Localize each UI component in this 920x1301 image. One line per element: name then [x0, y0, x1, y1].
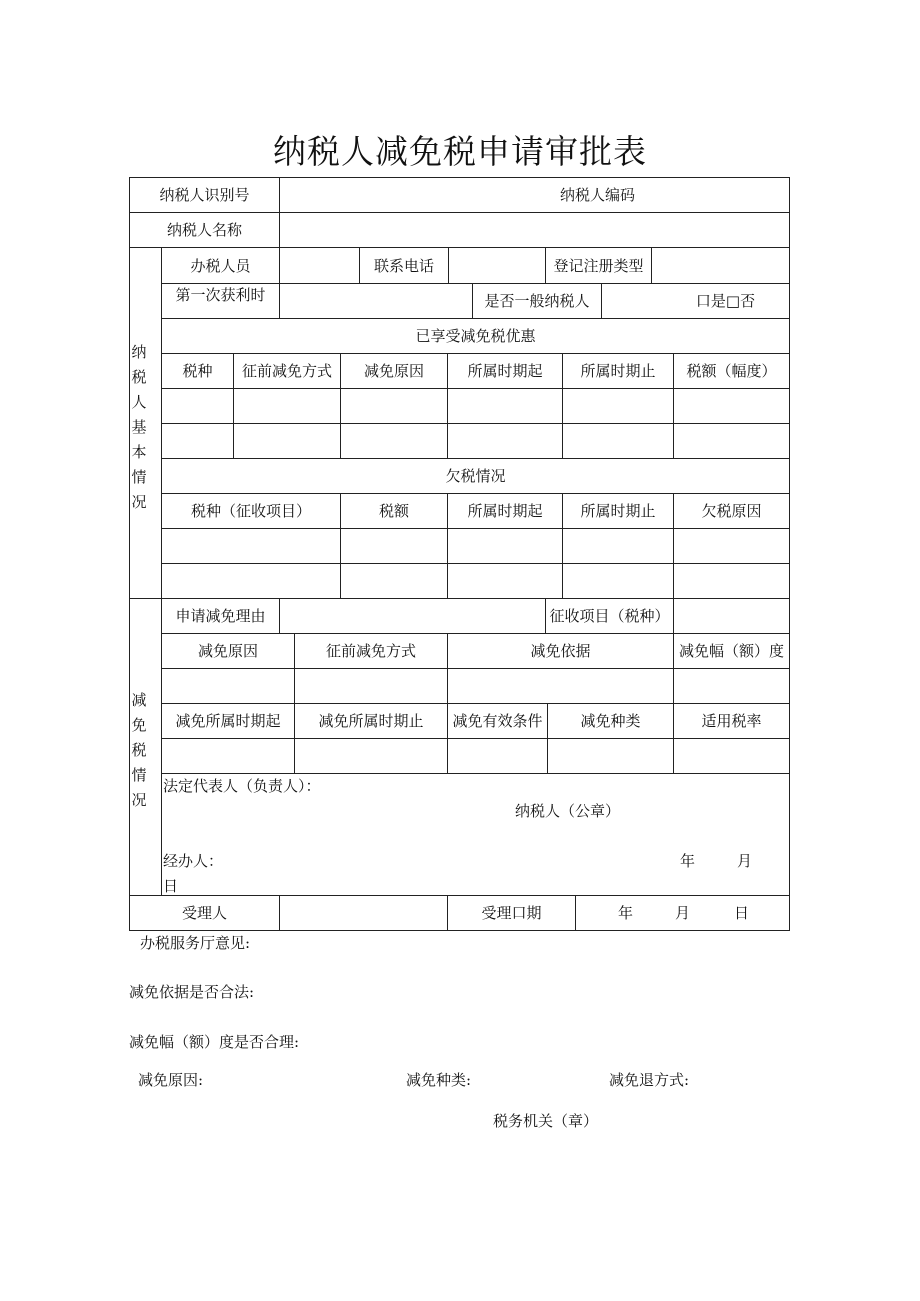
acceptor-field[interactable]: [280, 896, 447, 930]
enjoyed-col-reason: 减免原因: [363, 362, 424, 380]
enjoyed-col-method: 征前减免方式: [241, 362, 332, 380]
enjoyed-col-amount: 税额（幅度）: [686, 362, 777, 380]
taxpayer-seal-label: 纳税人（公章）: [515, 802, 621, 820]
exemption-col-period-end: 减免所属时期止: [318, 712, 424, 730]
exemption-col-reason: 减免原因: [197, 642, 258, 660]
accept-date-year: 年: [618, 904, 634, 922]
exemption-reason-label: 申请减免理由: [175, 607, 266, 625]
taxpayer-name-field[interactable]: [280, 213, 789, 247]
handler-label: 办税人员: [190, 256, 251, 275]
exemption-col-kind: 减免种类: [580, 712, 641, 730]
taxpayer-id-label: 纳税人识别号: [159, 186, 250, 204]
sign-date-month: 月: [737, 852, 753, 870]
legal-rep-label: 法定代表人（负责人）：: [163, 777, 321, 795]
sign-date-day: 日: [163, 877, 179, 895]
enjoyed-col-tax-type: 税种: [182, 362, 213, 380]
footer-refund-method: 减免退方式:: [609, 1071, 690, 1089]
acceptor-label: 受理人: [181, 904, 227, 922]
authority-seal: 税务机关（章）: [493, 1112, 599, 1130]
exemption-reason-field[interactable]: [280, 599, 545, 633]
reg-type-label: 登记注册类型: [553, 256, 644, 275]
arrears-col-period-start: 所属时期起: [467, 502, 543, 520]
exemption-col-range: 减免幅（额）度: [678, 642, 784, 660]
arrears-header: 欠税情况: [445, 467, 506, 485]
sign-date-year: 年: [680, 852, 696, 870]
hall-opinion: 办税服务厅意见:: [140, 934, 251, 952]
basis-legal: 减免依据是否合法:: [129, 983, 255, 1001]
enjoyed-col-period-end: 所属时期止: [580, 362, 656, 380]
arrears-col-tax-type: 税种（征收项目）: [190, 502, 311, 520]
accept-date-month: 月: [675, 904, 691, 922]
exemption-col-rate: 适用税率: [701, 712, 762, 730]
yes-no-checkboxes[interactable]: 口是□否: [695, 292, 756, 310]
first-profit-label: 第一次获利时: [175, 286, 266, 304]
arrears-col-period-end: 所属时期止: [580, 502, 656, 520]
taxpayer-name-label: 纳税人名称: [166, 221, 242, 239]
reg-type-field[interactable]: [652, 248, 789, 283]
page-title: 纳税人减免税申请审批表: [273, 132, 647, 171]
exemption-col-condition: 减免有效条件: [452, 712, 543, 730]
exemption-col-basis: 减免依据: [530, 642, 591, 660]
accept-date-day: 日: [734, 904, 750, 922]
phone-field[interactable]: [449, 248, 545, 283]
exemption-col-method: 征前减免方式: [325, 642, 416, 660]
levy-item-label: 征收项目（税种）: [549, 607, 670, 625]
handler-field[interactable]: [280, 248, 359, 283]
accept-date-label: 受理口期: [481, 904, 542, 922]
levy-item-field[interactable]: [674, 599, 789, 633]
taxpayer-code-label: 纳税人编码: [560, 186, 636, 204]
enjoyed-col-period-start: 所属时期起: [467, 362, 543, 380]
handler-sign-label: 经办人：: [163, 852, 224, 870]
phone-label: 联系电话: [373, 256, 434, 275]
footer-kind: 减免种类:: [406, 1071, 472, 1089]
range-reasonable: 减免幅（额）度是否合理:: [129, 1033, 300, 1051]
first-profit-field[interactable]: [280, 284, 472, 318]
general-taxpayer-label: 是否一般纳税人: [484, 292, 590, 310]
basic-section-label: 纳税人基本情况: [131, 343, 147, 511]
exemption-section-label: 减免税情况: [131, 691, 147, 809]
arrears-col-reason: 欠税原因: [701, 502, 762, 520]
footer-reason: 减免原因:: [138, 1071, 204, 1089]
enjoyed-header: 已享受减免税优惠: [415, 327, 536, 345]
exemption-col-period-start: 减免所属时期起: [175, 712, 281, 730]
arrears-col-amount: 税额: [378, 502, 409, 520]
